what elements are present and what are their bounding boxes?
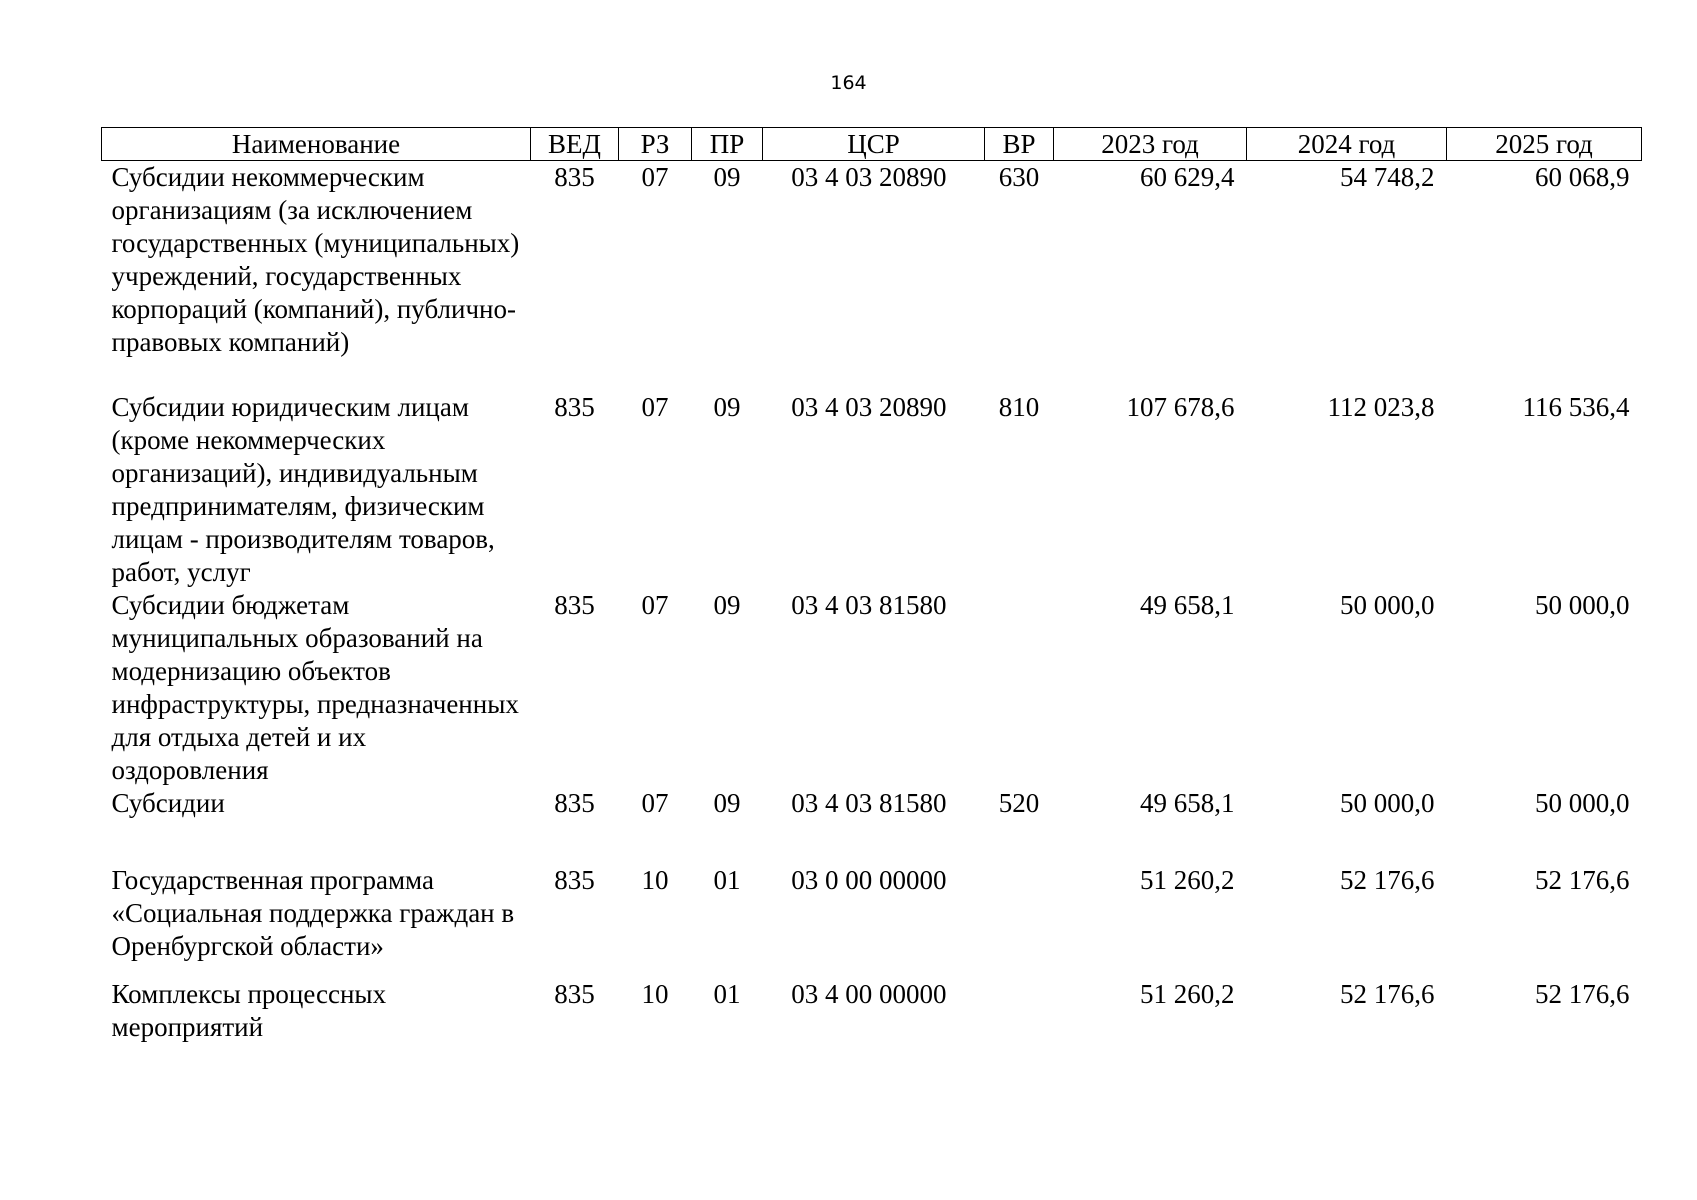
row-2023: 60 629,4 [1140, 162, 1235, 192]
table-row [102, 787, 1642, 864]
table-row [102, 589, 1642, 787]
row-2024: 50 000,0 [1340, 787, 1435, 818]
row-ved: 835 [554, 978, 595, 1009]
row-ved: 835 [554, 864, 595, 895]
row-2024: 52 176,6 [1340, 978, 1435, 1009]
header-2024: 2024 год [1247, 128, 1447, 161]
row-2025: 116 536,4 [1522, 391, 1630, 422]
table-row [102, 864, 1642, 978]
row-rz: 07 [641, 589, 669, 620]
row-2024: 52 176,6 [1340, 864, 1435, 895]
row-2025: 50 000,0 [1535, 589, 1630, 620]
table-body [102, 161, 1642, 1058]
row-rz: 07 [641, 391, 669, 422]
row-pr: 01 [713, 978, 741, 1009]
row-csr: 03 4 03 81580 [791, 787, 947, 818]
page-number: 164 [830, 72, 867, 94]
row-2023: 51 260,2 [1140, 864, 1235, 895]
row-rz: 07 [641, 162, 669, 192]
row-2024: 112 023,8 [1327, 391, 1435, 422]
row-csr: 03 4 03 20890 [791, 162, 947, 192]
row-name: Субсидии некоммерческим организациям (за исключением государственных (муниципальных) учреждений, государственных корпораций (компаний), публично-правовых компаний) [111, 162, 520, 357]
row-2025: 60 068,9 [1535, 162, 1630, 192]
row-vr: 810 [998, 391, 1040, 422]
row-ved: 835 [554, 391, 595, 422]
row-2023: 51 260,2 [1140, 978, 1235, 1009]
row-csr: 03 4 03 20890 [791, 391, 947, 422]
table-row [102, 161, 1642, 391]
row-name: Субсидии [111, 787, 225, 818]
row-pr: 09 [713, 787, 741, 818]
row-2024: 50 000,0 [1340, 589, 1435, 620]
row-2023: 107 678,6 [1126, 391, 1235, 422]
row-name: Государственная программа «Социальная поддержка граждан в Оренбургской области» [111, 864, 515, 961]
row-2023: 49 658,1 [1140, 589, 1235, 620]
table-row [102, 978, 1642, 1058]
row-csr: 03 4 00 00000 [791, 978, 947, 1009]
header-name: Наименование [102, 128, 531, 161]
row-pr: 09 [713, 162, 741, 192]
header-pr: ПР [692, 128, 763, 161]
row-pr: 01 [713, 864, 741, 895]
row-ved: 835 [554, 787, 595, 818]
row-vr [985, 978, 1054, 1058]
row-vr [985, 589, 1054, 787]
header-vr: ВР [985, 128, 1054, 161]
header-row [102, 128, 1642, 161]
row-vr: 520 [998, 787, 1040, 818]
header-rz: РЗ [619, 128, 692, 161]
row-2025: 50 000,0 [1535, 787, 1630, 818]
row-csr: 03 0 00 00000 [791, 864, 947, 895]
row-pr: 09 [713, 589, 741, 620]
row-vr [985, 864, 1054, 978]
row-csr: 03 4 03 81580 [791, 589, 947, 620]
header-csr: ЦСР [763, 128, 985, 161]
row-2023: 49 658,1 [1140, 787, 1235, 818]
table-header [102, 128, 1642, 161]
row-name: Субсидии бюджетам муниципальных образований на модернизацию объектов инфраструктуры, предназначенных для отдыха детей и их оздоровления [111, 589, 519, 785]
row-name: Комплексы процессных мероприятий [111, 978, 387, 1042]
row-vr: 630 [998, 162, 1040, 192]
row-2024: 54 748,2 [1340, 162, 1435, 192]
row-rz: 07 [641, 787, 669, 818]
row-name: Субсидии юридическим лицам (кроме некоммерческих организаций), индивидуальным предпринимателям, физическим лицам - производителям товаров, работ, услуг [111, 391, 495, 587]
row-2025: 52 176,6 [1535, 978, 1630, 1009]
budget-table [101, 127, 1642, 1058]
row-2025: 52 176,6 [1535, 864, 1630, 895]
header-2023: 2023 год [1054, 128, 1247, 161]
header-2025: 2025 год [1447, 128, 1642, 161]
table-row [102, 391, 1642, 589]
row-ved: 835 [554, 162, 595, 192]
row-pr: 09 [713, 391, 741, 422]
row-ved: 835 [554, 589, 595, 620]
header-ved: ВЕД [531, 128, 619, 161]
row-rz: 10 [641, 864, 669, 895]
row-rz: 10 [641, 978, 669, 1009]
